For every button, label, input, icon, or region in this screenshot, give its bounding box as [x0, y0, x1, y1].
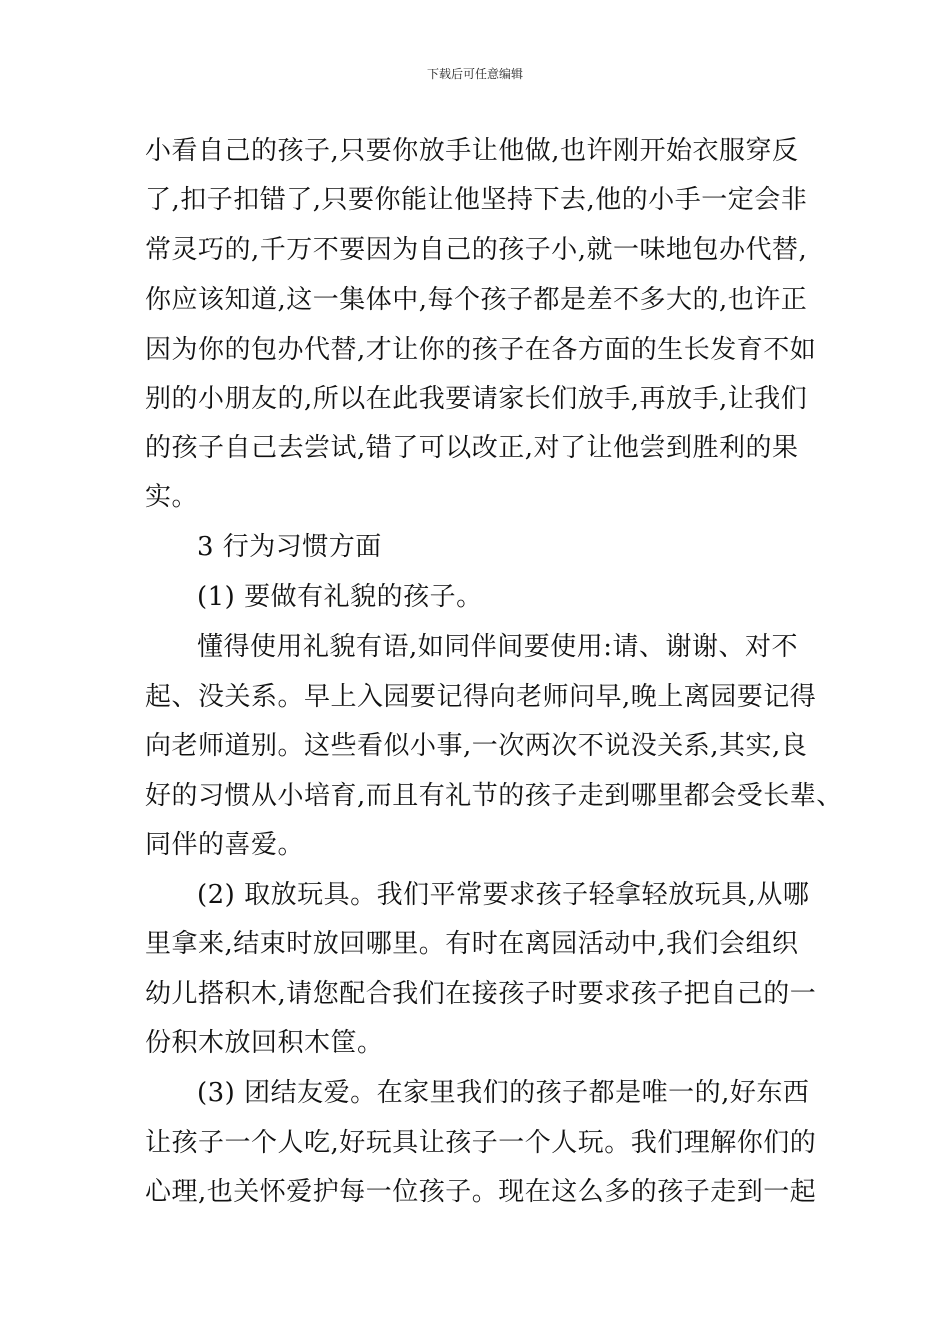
text-line: 常灵巧的,千万不要因为自己的孩子小,就一味地包办代替,	[145, 235, 808, 265]
paragraph-first-line: (3) 团结友爱。在家里我们的孩子都是唯一的,好东西	[197, 1078, 810, 1108]
subsection-heading: (1) 要做有礼貌的孩子。	[197, 582, 483, 612]
page-header: 下载后可任意编辑	[426, 67, 523, 81]
paragraph-first-line: 懂得使用礼貌有语,如同伴间要使用:请、谢谢、对不	[197, 632, 799, 662]
text-line: 里拿来,结束时放回哪里。有时在离园活动中,我们会组织	[145, 929, 799, 959]
text-line: 起、没关系。早上入园要记得向老师问早,晚上离园要记得	[145, 682, 817, 712]
text-line: 份积木放回积木筐。	[145, 1028, 384, 1058]
text-line: 幼儿搭积木,请您配合我们在接孩子时要求孩子把自己的一	[145, 979, 817, 1009]
text-line: 实。	[145, 482, 199, 512]
text-line: 你应该知道,这一集体中,每个孩子都是差不多大的,也许正	[145, 285, 808, 315]
text-line: 别的小朋友的,所以在此我要请家长们放手,再放手,让我们	[145, 384, 808, 414]
text-line: 向老师道别。这些看似小事,一次两次不说没关系,其实,良	[145, 731, 808, 761]
text-line: 心理,也关怀爱护每一位孩子。现在这么多的孩子走到一起	[145, 1177, 817, 1207]
text-line: 的孩子自己去尝试,错了可以改正,对了让他尝到胜利的果	[145, 433, 799, 463]
text-line: 因为你的包办代替,才让你的孩子在各方面的生长发育不如	[145, 335, 817, 365]
text-line: 同伴的喜爱。	[145, 830, 305, 860]
text-line: 让孩子一个人吃,好玩具让孩子一个人玩。我们理解你们的	[145, 1128, 817, 1158]
section-heading: 3 行为习惯方面	[197, 532, 382, 562]
paragraph-first-line: (2) 取放玩具。我们平常要求孩子轻拿轻放玩具,从哪	[197, 880, 810, 910]
text-line: 了,扣子扣错了,只要你能让他坚持下去,他的小手一定会非	[145, 185, 808, 215]
text-line: 好的习惯从小培育,而且有礼节的孩子走到哪里都会受长辈、	[145, 781, 843, 811]
text-line: 小看自己的孩子,只要你放手让他做,也许刚开始衣服穿反	[145, 136, 799, 166]
